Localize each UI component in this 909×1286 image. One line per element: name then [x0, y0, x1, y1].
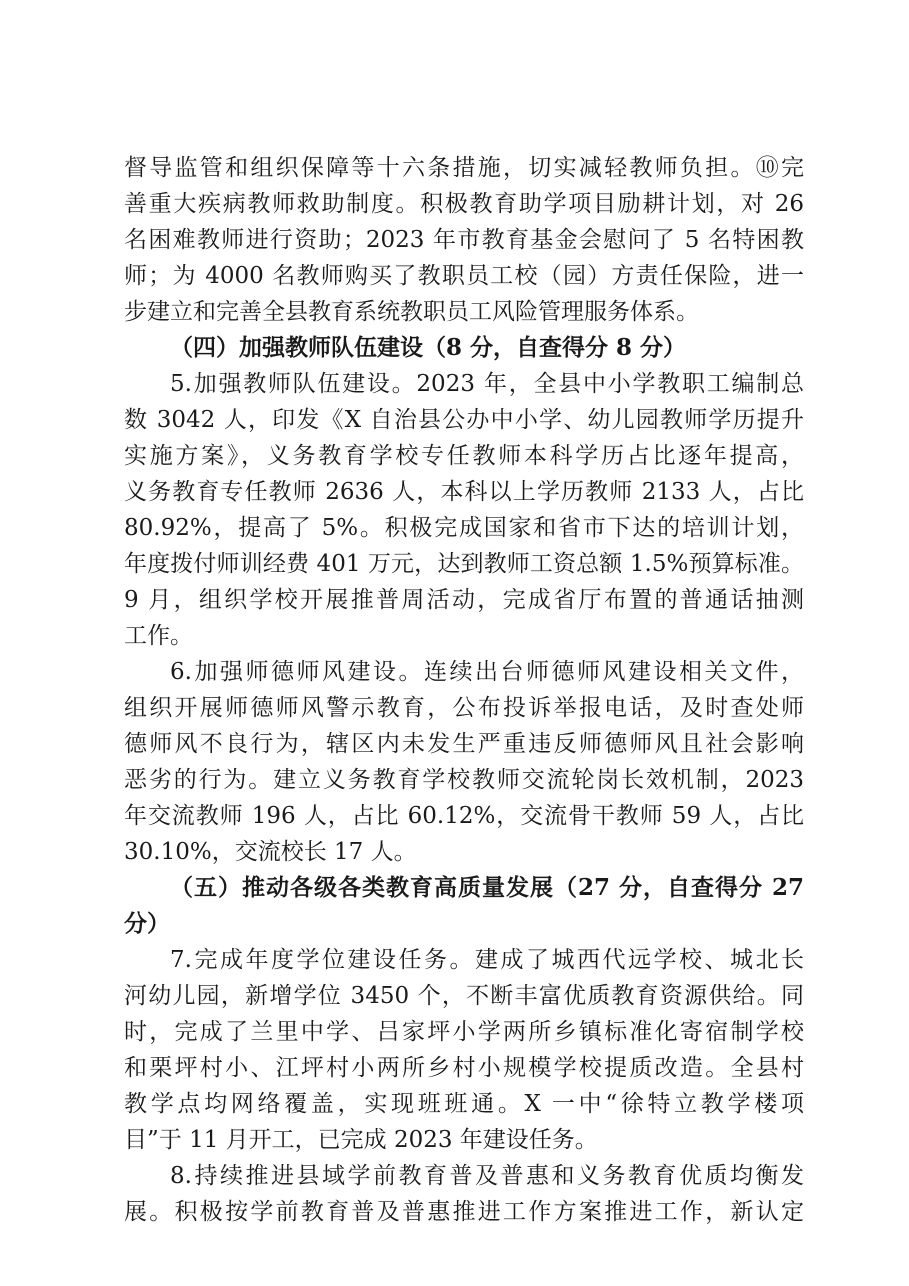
paragraph-start: 6.加强师德师风建设。连续出台师德师风建设相关文件，: [170, 659, 804, 685]
text-line: 义务教育专任教师 2636 人，本科以上学历教师 2133 人，占比: [124, 479, 804, 505]
text-line: 善重大疾病教师救助制度。积极教育助学项目励耕计划，对 26: [124, 191, 804, 217]
text-line: 德师风不良行为，辖区内未发生严重违反师德师风且社会影响: [124, 731, 804, 757]
text-line: 年交流教师 196 人，占比 60.12%，交流骨干教师 59 人，占比: [124, 803, 804, 829]
text-line: 步建立和完善全县教育系统教职员工风险管理服务体系。: [124, 299, 699, 325]
text-line: 80.92%，提高了 5%。积极完成国家和省市下达的培训计划，: [124, 515, 804, 541]
text-line: 30.10%，交流校长 17 人。: [124, 839, 417, 865]
text-line: 和栗坪村小、江坪村小两所乡村小规模学校提质改造。全县村: [124, 1055, 804, 1081]
paragraph-start: 5.加强教师队伍建设。2023 年，全县中小学教职工编制总: [170, 371, 804, 397]
text-line: 名困难教师进行资助；2023 年市教育基金会慰问了 5 名特困教: [124, 227, 804, 253]
text-line: 工作。: [124, 623, 193, 649]
text-line: 师；为 4000 名教师购买了教职员工校（园）方责任保险，进一: [124, 263, 804, 289]
text-line: 9 月，组织学校开展推普周活动，完成省厅布置的普通话抽测: [124, 587, 804, 613]
paragraph-start: 7.完成年度学位建设任务。建成了城西代远学校、城北长: [170, 947, 804, 973]
text-line: 恶劣的行为。建立义务教育学校教师交流轮岗长效机制，2023: [124, 767, 804, 793]
text-line: 年度拨付师训经费 401 万元，达到教师工资总额 1.5%预算标准。: [124, 551, 804, 577]
text-line: 数 3042 人，印发《X 自治县公办中小学、幼儿园教师学历提升: [124, 407, 804, 433]
section-heading: （五）推动各级各类教育高质量发展（27 分，自查得分 27: [170, 874, 804, 901]
section-heading: （四）加强教师队伍建设（8 分，自查得分 8 分）: [170, 334, 687, 361]
text-line: 展。积极按学前教育普及普惠推进工作方案推进工作，新认定: [124, 1199, 804, 1225]
text-line: 实施方案》，义务教育学校专任教师本科学历占比逐年提高，: [124, 443, 804, 469]
paragraph-start: 8.持续推进县域学前教育普及普惠和义务教育优质均衡发: [170, 1163, 804, 1189]
text-line: 教学点均网络覆盖，实现班班通。X 一中“徐特立教学楼项: [124, 1091, 804, 1117]
text-line: 组织开展师德师风警示教育，公布投诉举报电话，及时查处师: [124, 695, 804, 721]
text-line: 督导监管和组织保障等十六条措施，切实减轻教师负担。⑩完: [124, 155, 804, 181]
text-line: 河幼儿园，新增学位 3450 个，不断丰富优质教育资源供给。同: [124, 983, 804, 1009]
text-line: 目”于 11 月开工，已完成 2023 年建设任务。: [124, 1127, 598, 1153]
text-line: 时，完成了兰里中学、吕家坪小学两所乡镇标准化寄宿制学校: [124, 1019, 804, 1045]
section-heading-continued: 分）: [124, 910, 170, 937]
